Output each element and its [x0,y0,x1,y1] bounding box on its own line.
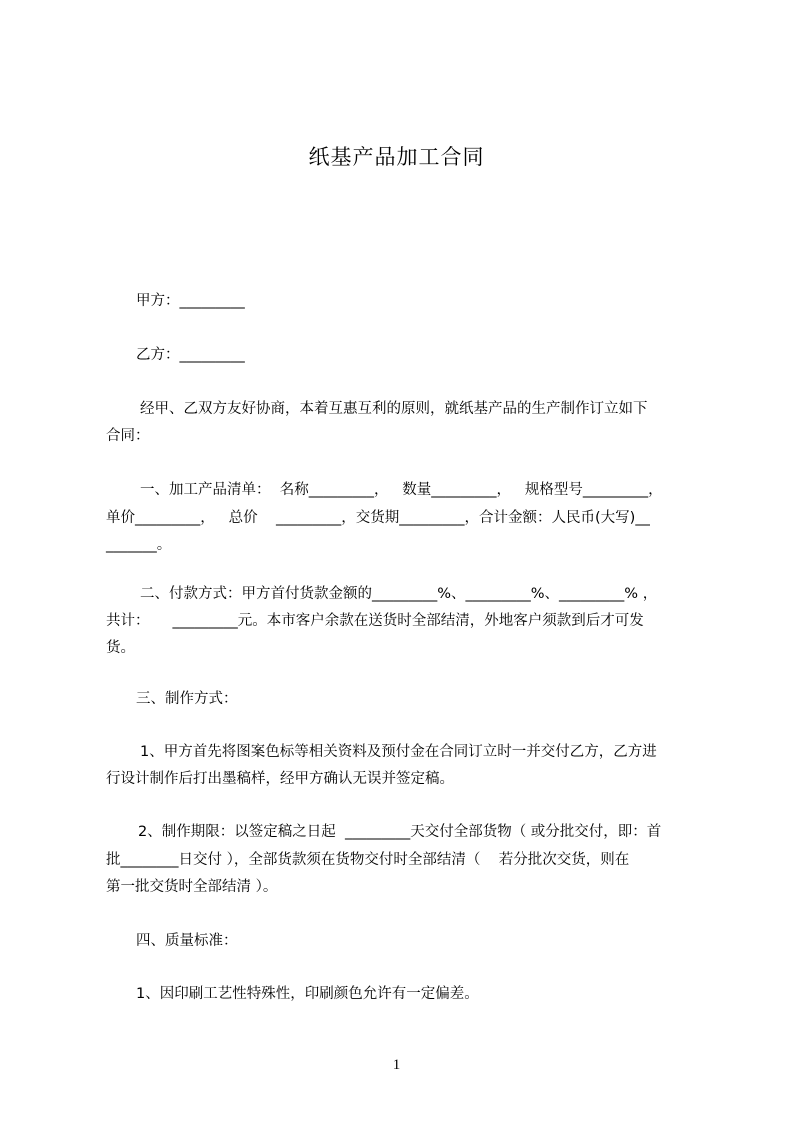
contract-title: 纸基产品加工合同 [308,145,485,169]
section2-line-2: 共计： _________元。本市客户余款在送货时全部结清，外地客户须款到后才可发 [106,613,644,629]
section3-item2-line-2: 批________日交付 ），全部货款须在货物交付时全部结清（ 若分批次交货，则在 [106,852,630,868]
party-a-line: 甲方：_________ [136,293,245,309]
section4-heading: 四、质量标准： [136,933,238,949]
intro-line-1: 经甲、乙双方友好协商，本着互惠互利的原则，就纸基产品的生产制作订立如下 [140,401,648,417]
section1-line-2: 单价_________， 总价 _________，交货期_________，合计金额：人民币(大写)__ [106,510,650,526]
section3-heading: 三、制作方式： [136,691,238,707]
section2-line-3: 货。 [106,640,135,656]
page-number: 1 [392,1057,401,1073]
section1-line-3: _______。 [106,537,172,553]
section3-item1-line-1: 1、甲方首先将图案色标等相关资料及预付金在合同订立时一并交付乙方，乙方进 [140,744,657,760]
section4-item1: 1、因印刷工艺性特殊性，印刷颜色允许有一定偏差。 [136,986,479,1002]
section3-item1-line-2: 行设计制作后打出墨稿样，经甲方确认无误并签定稿。 [106,771,454,787]
section2-line-1: 二、付款方式：甲方首付货款金额的_________%、_________%、_________% ， [140,586,658,602]
section3-item2-line-3: 第一批交货时全部结清 ）。 [106,879,278,895]
section1-line-1: 一、加工产品清单： 名称_________， 数量_________， 规格型号_________， [140,482,663,498]
party-b-line: 乙方：_________ [136,347,245,363]
intro-line-2: 合同： [106,428,150,444]
section3-item2-line-1: 2、制作期限：以签定稿之日起 _________天交付全部货物（ 或分批交付，即：首 [138,824,662,840]
